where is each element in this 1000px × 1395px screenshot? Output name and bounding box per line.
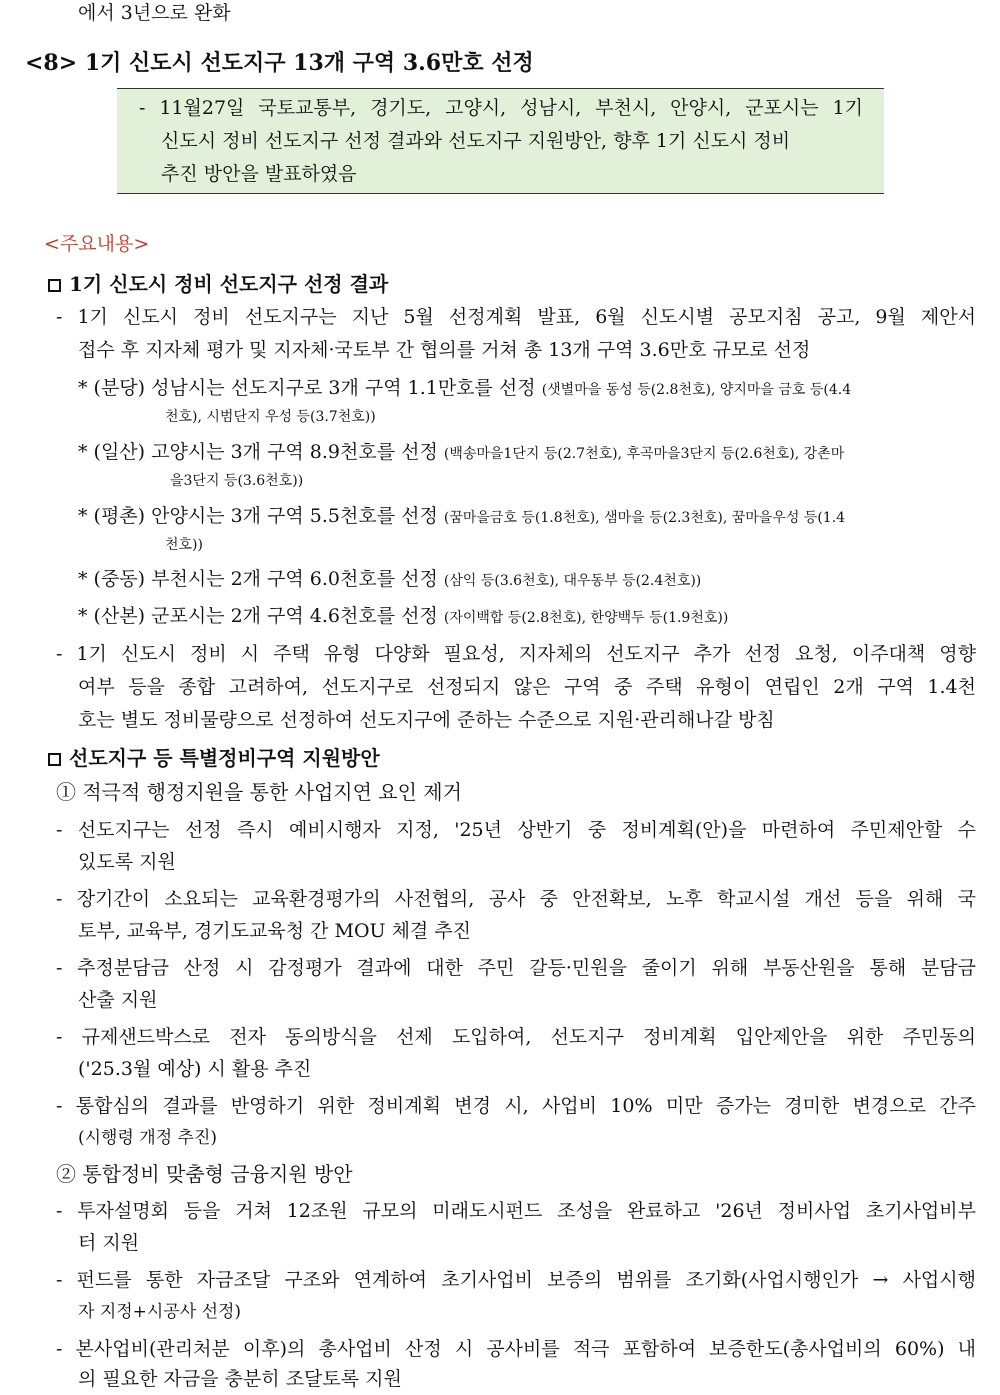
s2-b3-line1: - 추정분담금 산정 시 감정평가 결과에 대한 주민 갈등·민원을 줄이기 위해 부동산원을 통해 분담금 — [56, 957, 976, 979]
ilsan-item: * (일산) 고양시는 3개 구역 8.9천호를 선정 (백송마을1단지 등(2.7천호), 후곡마을3단지 등(2.6천호), 강촌마 — [78, 441, 845, 463]
s2-b5-line1: - 통합심의 결과를 반영하기 위한 정비계획 변경 시, 사업비 10% 미만 증가는 경미한 변경으로 간주 — [56, 1095, 976, 1117]
s1-para2-line3: 호는 별도 정비물량으로 선정하여 선도지구에 준하는 수준으로 지원·관리해나갈 방침 — [78, 709, 775, 731]
s1-para2-line2: 여부 등을 종합 고려하여, 선도지구로 선정되지 않은 구역 중 주택 유형이 연립인 2개 구역 1.4천 — [78, 676, 976, 698]
checkbox-square-icon — [48, 279, 61, 292]
s2-c2-line2: 자 지정+시공사 선정) — [78, 1302, 242, 1322]
section1-title: 1기 신도시 정비 선도지구 선정 결과 — [48, 270, 388, 298]
s2-b1-line1: - 선도지구는 선정 즉시 예비시행자 지정, '25년 상반기 중 정비계획(안)을 마련하여 주민제안할 수 — [56, 819, 976, 841]
section2-sub1: ① 적극적 행정지원을 통한 사업지연 요인 제거 — [56, 780, 462, 804]
s2-c3-line2: 의 필요한 자금을 충분히 조달토록 지원 — [78, 1368, 402, 1390]
pyeongchon-detail-cont: 천호)) — [165, 537, 203, 553]
bundang-item: * (분당) 성남시는 선도지구로 3개 구역 1.1만호를 선정 (샛별마을 동성 등(2.8천호), 양지마을 금호 등(4.4 — [78, 377, 852, 399]
s2-b2-line2: 토부, 교육부, 경기도교육청 간 MOU 체결 추진 — [78, 920, 472, 942]
sanbon-item: * (산본) 군포시는 2개 구역 4.6천호를 선정 (자이백합 등(2.8천호), 한양백두 등(1.9천호)) — [78, 605, 729, 627]
summary-line-1: - 11월27일 국토교통부, 경기도, 고양시, 성남시, 부천시, 안양시, 군포시는 1기 — [139, 97, 863, 119]
bundang-detail-cont: 천호), 시범단지 우성 등(3.7천호)) — [165, 409, 376, 425]
s1-para2-line1: - 1기 신도시 정비 시 주택 유형 다양화 필요성, 지자체의 선도지구 추가 선정 요청, 이주대책 영향 — [56, 643, 976, 665]
s2-b4-line1: - 규제샌드박스로 전자 동의방식을 선제 도입하여, 선도지구 정비계획 입안제안을 위한 주민동의 — [56, 1026, 976, 1048]
section2-title: 선도지구 등 특별정비구역 지원방안 — [48, 744, 380, 772]
s2-c2-line1: - 펀드를 통한 자금조달 구조와 연계하여 초기사업비 보증의 범위를 조기화(사업시행인가 → 사업시행 — [56, 1269, 976, 1291]
section-heading: <8> 1기 신도시 선도지구 13개 구역 3.6만호 선정 — [25, 50, 534, 76]
s1-para1-line1: - 1기 신도시 정비 선도지구는 지난 5월 선정계획 발표, 6월 신도시별 공모지침 공고, 9월 제안서 — [56, 306, 976, 328]
summary-line-2: 신도시 정비 선도지구 선정 결과와 선도지구 지원방안, 향후 1기 신도시 정비 — [161, 130, 791, 152]
main-contents-label: <주요내용> — [44, 233, 150, 255]
s2-c1-line2: 터 지원 — [78, 1232, 140, 1254]
s2-b3-line2: 산출 지원 — [78, 989, 158, 1011]
s2-c3-line1: - 본사업비(관리처분 이후)의 총사업비 산정 시 공사비를 적극 포함하여 보증한도(총사업비의 60%) 내 — [56, 1338, 976, 1360]
s2-b4-line2: ('25.3월 예상) 시 활용 추진 — [78, 1058, 312, 1080]
s1-para1-line2: 접수 후 지자체 평가 및 지자체·국토부 간 협의를 거쳐 총 13개 구역 3.6만호 규모로 선정 — [78, 339, 811, 361]
summary-line-3: 추진 방안을 발표하였음 — [161, 163, 357, 185]
s2-b2-line1: - 장기간이 소요되는 교육환경평가의 사전협의, 공사 중 안전확보, 노후 학교시설 개선 등을 위해 국 — [56, 888, 976, 910]
s2-c1-line1: - 투자설명회 등을 거쳐 12조원 규모의 미래도시펀드 조성을 완료하고 '26년 정비사업 초기사업비부 — [56, 1200, 976, 1222]
jungdong-item: * (중동) 부천시는 2개 구역 6.0천호를 선정 (삼익 등(3.6천호), 대우동부 등(2.4천호)) — [78, 568, 702, 590]
continued-text-fragment: 에서 3년으로 완화 — [78, 2, 231, 24]
s2-b5-line2: (시행령 개정 추진) — [78, 1128, 218, 1148]
s2-b1-line2: 있도록 지원 — [78, 851, 176, 873]
section2-sub2: ② 통합정비 맞춤형 금융지원 방안 — [56, 1162, 353, 1186]
ilsan-detail-cont: 을3단지 등(3.6천호)) — [170, 473, 304, 489]
summary-box — [117, 88, 884, 194]
pyeongchon-item: * (평촌) 안양시는 3개 구역 5.5천호를 선정 (꿈마을금호 등(1.8천호), 샘마을 등(2.3천호), 꿈마을우성 등(1.4 — [78, 505, 846, 527]
checkbox-square-icon — [48, 753, 61, 766]
